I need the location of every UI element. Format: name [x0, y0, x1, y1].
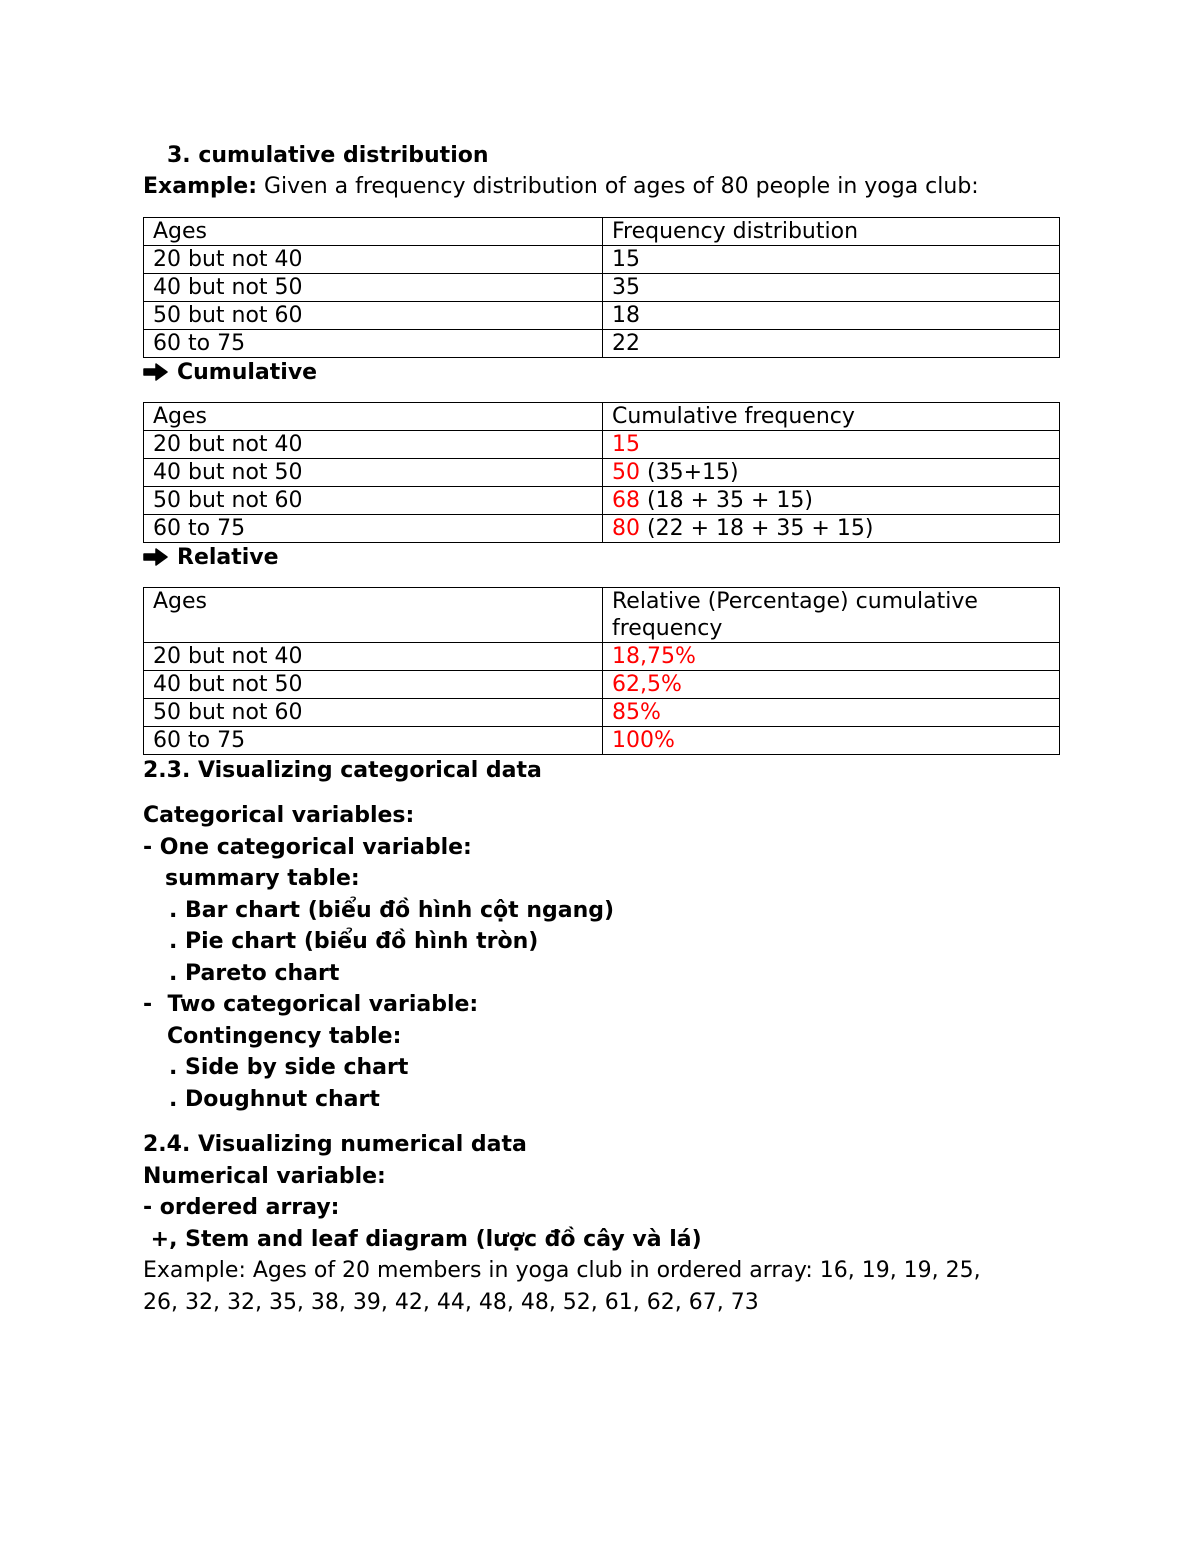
- relative-value: 100%: [612, 728, 675, 753]
- section-2-3-title: 2.3. Visualizing categorical data: [143, 758, 542, 783]
- example-ordered-array-line-1: Example: Ages of 20 members in yoga club in ordered array: 16, 19, 19, 25,: [143, 1258, 981, 1283]
- cumulative-note: (35+15): [640, 460, 739, 485]
- side-by-side-chart-item: . Side by side chart: [169, 1055, 409, 1080]
- relative-cell: [603, 699, 1060, 727]
- ordered-array-label: - ordered array:: [143, 1195, 340, 1220]
- example-intro: [143, 171, 1059, 203]
- document-page: [143, 140, 1059, 1319]
- cumulative-cell: [603, 487, 1060, 515]
- pie-chart-item: . Pie chart (biểu đồ hình tròn): [169, 929, 539, 954]
- relative-cell: [603, 643, 1060, 671]
- cumulative-cell: [603, 515, 1060, 543]
- age-cell: 60 to 75: [144, 330, 603, 358]
- relative-table: [143, 587, 1060, 755]
- age-cell: 60 to 75: [144, 727, 603, 755]
- cumulative-value: 80: [612, 516, 640, 541]
- cumulative-label: Cumulative: [177, 360, 318, 385]
- header-ages: Ages: [144, 588, 603, 643]
- table-row: [144, 302, 1060, 330]
- stem-leaf-item: +, Stem and leaf diagram (lược đồ cây và lá): [143, 1226, 702, 1252]
- table-row: [144, 643, 1060, 671]
- cumulative-note: (22 + 18 + 35 + 15): [640, 516, 874, 541]
- frequency-cell: 22: [603, 330, 1060, 358]
- table-header-row: [144, 403, 1060, 431]
- age-cell: 40 but not 50: [144, 671, 603, 699]
- table-row: [144, 727, 1060, 755]
- right-arrow-icon: [143, 548, 169, 566]
- right-arrow-icon: [143, 363, 169, 381]
- two-categorical-variable: - Two categorical variable:: [143, 992, 479, 1017]
- table-row: [144, 487, 1060, 515]
- relative-value: 85%: [612, 700, 661, 725]
- table-header-row: [144, 218, 1060, 246]
- age-cell: 60 to 75: [144, 515, 603, 543]
- example-label: Example:: [143, 174, 257, 199]
- cumulative-heading: [143, 358, 1059, 388]
- relative-cell: [603, 727, 1060, 755]
- cumulative-value: 68: [612, 488, 640, 513]
- frequency-cell: 35: [603, 274, 1060, 302]
- frequency-table: [143, 217, 1060, 358]
- cumulative-cell: [603, 431, 1060, 459]
- numerical-variable-label: Numerical variable:: [143, 1163, 386, 1189]
- table-row: [144, 246, 1060, 274]
- one-categorical-variable: - One categorical variable:: [143, 834, 472, 860]
- relative-value: 18,75%: [612, 644, 696, 669]
- table-row: [144, 515, 1060, 543]
- header-ages: Ages: [144, 218, 603, 246]
- age-cell: 50 but not 60: [144, 699, 603, 727]
- example-text: Given a frequency distribution of ages of 80 people in yoga club:: [257, 174, 979, 199]
- relative-cell: [603, 671, 1060, 699]
- age-cell: 40 but not 50: [144, 274, 603, 302]
- relative-value: 62,5%: [612, 672, 682, 697]
- frequency-cell: 18: [603, 302, 1060, 330]
- table-row: [144, 431, 1060, 459]
- table-row: [144, 459, 1060, 487]
- table-row: [144, 699, 1060, 727]
- doughnut-chart-item: . Doughnut chart: [169, 1086, 380, 1112]
- relative-heading: [143, 543, 1059, 573]
- cumulative-value: 15: [612, 432, 640, 457]
- cumulative-value: 50: [612, 460, 640, 485]
- age-cell: 40 but not 50: [144, 459, 603, 487]
- cumulative-table: [143, 402, 1060, 543]
- age-cell: 20 but not 40: [144, 246, 603, 274]
- table-row: [144, 274, 1060, 302]
- cumulative-note: (18 + 35 + 15): [640, 488, 813, 513]
- section-2-4-title: 2.4. Visualizing numerical data: [143, 1132, 527, 1157]
- age-cell: 20 but not 40: [144, 431, 603, 459]
- header-frequency: Frequency distribution: [603, 218, 1060, 246]
- summary-table-label: summary table:: [165, 866, 360, 891]
- age-cell: 50 but not 60: [144, 302, 603, 330]
- frequency-cell: 15: [603, 246, 1060, 274]
- header-ages: Ages: [144, 403, 603, 431]
- table-header-row: [144, 588, 1060, 643]
- header-relative: Relative (Percentage) cumulative frequency: [603, 588, 1060, 643]
- pareto-chart-item: . Pareto chart: [169, 960, 340, 986]
- age-cell: 50 but not 60: [144, 487, 603, 515]
- section-3-title: 3. cumulative distribution: [167, 143, 489, 168]
- relative-label: Relative: [177, 545, 279, 570]
- contingency-table-label: Contingency table:: [167, 1023, 402, 1049]
- header-cumulative: Cumulative frequency: [603, 403, 1060, 431]
- categorical-variables-label: Categorical variables:: [143, 803, 415, 828]
- cumulative-cell: [603, 459, 1060, 487]
- age-cell: 20 but not 40: [144, 643, 603, 671]
- bar-chart-item: . Bar chart (biểu đồ hình cột ngang): [169, 897, 615, 923]
- example-ordered-array-line-2: 26, 32, 32, 35, 38, 39, 42, 44, 48, 48, 52, 61, 62, 67, 73: [143, 1290, 759, 1315]
- table-row: [144, 330, 1060, 358]
- table-row: [144, 671, 1060, 699]
